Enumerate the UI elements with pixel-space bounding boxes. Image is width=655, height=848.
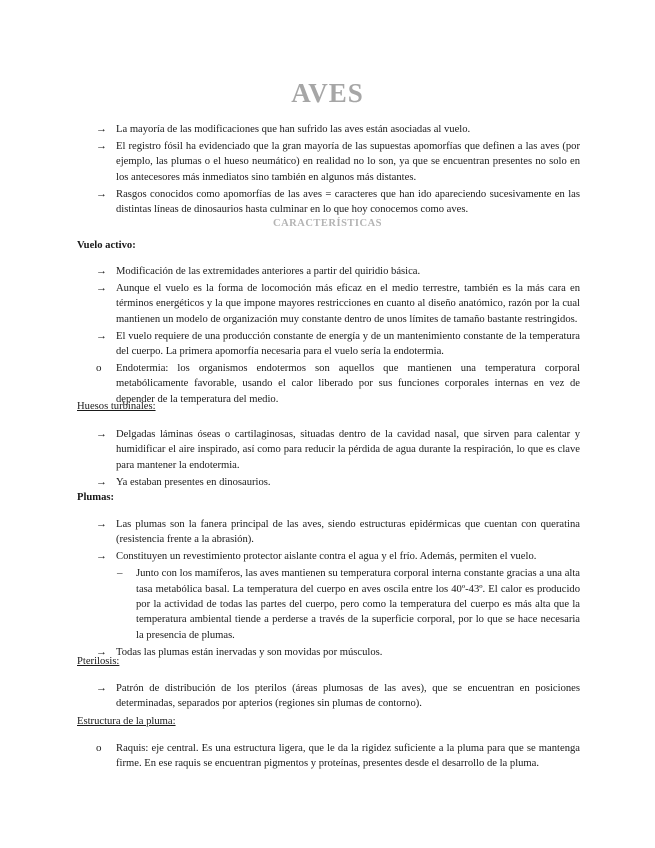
arrow-bullet-icon: → <box>96 475 107 488</box>
arrow-bullet-icon: → <box>96 329 107 342</box>
arrow-bullet-icon: → <box>96 645 107 658</box>
heading-pterilosis: Pterilosis: <box>77 656 120 667</box>
list-item-text: Junto con los mamíferos, las aves mantienen su temperatura corporal interna constante gracias a una alta tasa metabólica basal. La temperatura del cuerpo en aves oscila entre los 40º-43º. El calor es producido por la actividad de todas las partes del cuerpo, pero como la temperatura del cuerpo es más alta que la temperatura ambiental tiende a perderse a través de la superficie corporal, por lo que se hace necesaria la presencia de plumas. <box>136 568 580 641</box>
list-item <box>0 475 655 490</box>
list-item-text: La mayoría de las modificaciones que han sufrido las aves están asociadas al vuelo. <box>116 124 471 135</box>
list-item-text: Constituyen un revestimiento protector aislante contra el agua y el frío. Además, permiten el vuelo. <box>116 551 537 563</box>
arrow-bullet-icon: → <box>96 281 107 294</box>
list-item-text: Todas las plumas están inervadas y son movidas por músculos. <box>116 646 383 658</box>
plumas-list <box>0 517 655 660</box>
vuelo-section <box>0 264 655 409</box>
list-item <box>0 566 655 643</box>
list-item-text: Las plumas son la fanera principal de las aves, siendo estructuras epidérmicas que cuentan con queratina (resistencia frente a la abrasión). <box>116 519 580 546</box>
arrow-bullet-icon: → <box>96 682 107 694</box>
section-title-caracteristicas: CARACTERÍSTICAS <box>272 218 383 229</box>
list-item <box>0 517 655 548</box>
arrow-bullet-icon: → <box>96 518 107 530</box>
vuelo-list <box>0 264 655 407</box>
arrow-bullet-icon: → <box>96 550 107 563</box>
heading-plumas: Plumas: <box>77 492 115 503</box>
arrow-bullet-icon: → <box>96 187 107 200</box>
pterilosis-section <box>0 681 655 713</box>
list-item-text: Delgadas láminas óseas o cartilaginosas, situadas dentro de la cavidad nasal, que sirven para calentar y humidificar el aire inspirado, así como para reducir la pérdida de agua durante la respiración, lo que es clave para mantener la endotermia. <box>116 429 580 471</box>
list-item-text: Rasgos conocidos como apomorfías de las aves = caracteres que han ido apareciendo sucesivamente en las distintas líneas de dinosaurios hasta culminar en lo que hoy conocemos como aves. <box>116 188 580 216</box>
list-item-text: Endotermia: los organismos endotermos son aquellos que mantienen una temperatura corporal metabólicamente favorable, usando el calor liberado por sus funciones corporales internas en vez de depender de la temperatura del medio. <box>116 362 580 405</box>
dash-bullet-icon: – <box>117 567 123 580</box>
plumas-section <box>0 517 655 662</box>
list-item-text: Ya estaban presentes en dinosaurios. <box>116 476 271 488</box>
list-item <box>0 281 655 327</box>
list-item-text: Raquis: eje central. Es una estructura ligera, que le da la rigidez suficiente a la pluma para que se mantenga firme. En ese raquis se encuentran pigmentos y proteínas, presentes desde el desarrollo de la pluma. <box>116 743 580 770</box>
heading-vuelo-activo: Vuelo activo: <box>77 240 136 251</box>
list-item <box>0 329 655 360</box>
estructura-section <box>0 741 655 773</box>
estructura-list <box>0 741 655 772</box>
arrow-bullet-icon: → <box>96 139 107 152</box>
list-item <box>0 139 655 185</box>
list-item <box>0 681 655 712</box>
list-item <box>0 264 655 279</box>
list-item-text: Aunque el vuelo es la forma de locomoción más eficaz en el medio terrestre, también es la más cara en términos energéticos y la que impone mayores restricciones en cuanto al diseño anatómico, razón por la cual mantienen un modelo de organización muy constante dentro de unos límites de tamaño bastante restringidos. <box>116 282 580 325</box>
list-item <box>0 741 655 772</box>
intro-list <box>0 122 655 217</box>
list-item-text: El vuelo requiere de una producción constante de energía y de un mantenimiento constante de la temperatura del cuerpo. La primera apomorfía necesaria para el vuelo sería la endotermia. <box>116 330 580 358</box>
page-title: AVES <box>291 78 364 108</box>
list-item <box>0 187 655 218</box>
circle-bullet-icon: o <box>96 361 102 374</box>
huesos-section <box>0 427 655 492</box>
arrow-bullet-icon: → <box>96 265 107 277</box>
arrow-bullet-icon: → <box>96 123 107 135</box>
list-item <box>0 549 655 564</box>
huesos-list <box>0 427 655 490</box>
circle-bullet-icon: o <box>96 742 102 754</box>
heading-huesos-turbinales: Huesos turbinales: <box>77 401 156 412</box>
list-item-text: El registro fósil ha evidenciado que la gran mayoría de las supuestas apomorfías que definen a las aves (por ejemplo, las plumas o el hueso neumático) en realidad no lo son, ya que se encuentran presentes no solo en los antecesores más inmediatos sino también en algunos más distantes. <box>116 140 580 183</box>
list-item <box>0 427 655 473</box>
heading-estructura-pluma: Estructura de la pluma: <box>77 716 176 727</box>
list-item-text: Modificación de las extremidades anteriores a partir del quiridio básica. <box>116 266 421 277</box>
arrow-bullet-icon: → <box>96 428 107 440</box>
list-item <box>0 122 655 137</box>
list-item-text: Patrón de distribución de los pterilos (áreas plumosas de las aves), que se encuentran en posiciones determinadas, separados por apterios (regiones sin plumas de contorno). <box>116 683 580 710</box>
intro-section <box>0 122 655 219</box>
pterilosis-list <box>0 681 655 712</box>
